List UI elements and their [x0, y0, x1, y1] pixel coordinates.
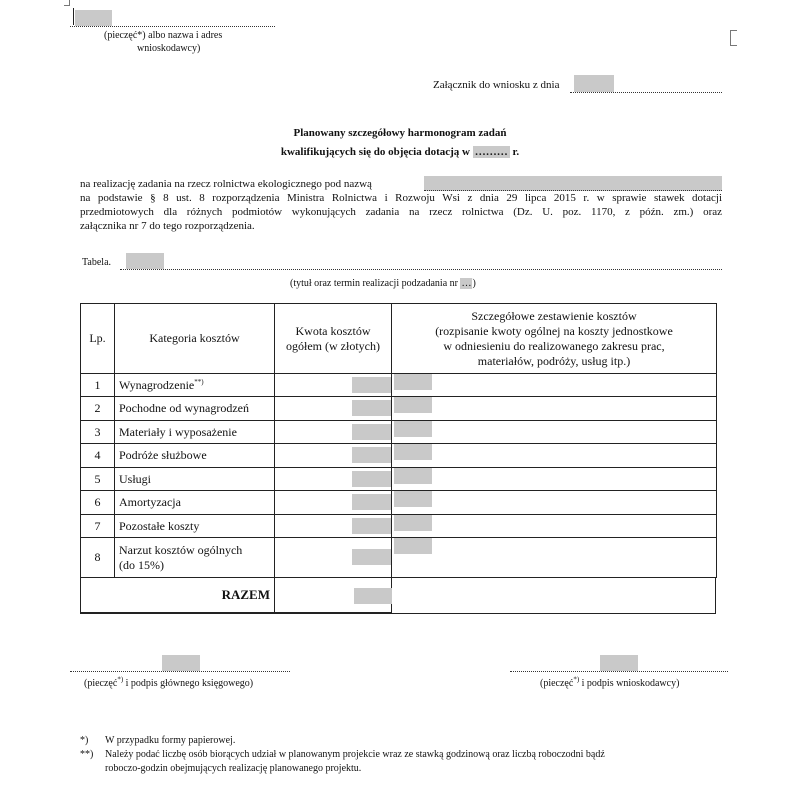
footnote-2-text-line2: roboczo-godzin obejmujących realizację planowanego projektu. [105, 763, 362, 774]
sig-right-sup: *) [573, 675, 580, 684]
detail-redacted[interactable] [394, 374, 432, 390]
footnote-1-text: W przypadku formy papierowej. [105, 735, 236, 746]
row-detail-cell[interactable] [392, 468, 717, 491]
row-category [115, 374, 275, 397]
row-amount-cell[interactable] [275, 515, 392, 538]
row-lp: 1 [81, 374, 115, 397]
detail-redacted[interactable] [394, 444, 432, 460]
task-name-redacted-field[interactable] [424, 176, 722, 191]
row-amount-cell[interactable] [275, 397, 392, 421]
table-bottom-border [80, 613, 716, 614]
footnote-2-mark: **) [80, 749, 94, 760]
table-subtitle-text: (tytuł oraz termin realizacji podzadania nr [290, 278, 458, 289]
header-detail-line1: Szczegółowe zestawienie kosztów [471, 308, 637, 323]
table-row [81, 444, 717, 468]
header-amount-line1: Kwota kosztów [295, 323, 371, 338]
accountant-signature-label [84, 675, 254, 689]
table-subtitle [290, 278, 476, 289]
subtask-dots: … [461, 278, 472, 289]
total-empty-cell [392, 578, 717, 613]
row-detail-cell[interactable] [392, 538, 717, 578]
header-lp: Lp. [81, 304, 115, 374]
intro-line4: załącznika nr 7 do tego rozporządzenia. [80, 220, 255, 232]
amount-redacted[interactable] [352, 377, 391, 393]
stamp-label-line2: wnioskodawcy) [137, 43, 201, 54]
amount-redacted[interactable] [352, 494, 391, 510]
table-row [81, 515, 717, 538]
sig-left-sup: *) [117, 675, 124, 684]
table-title-line [120, 269, 722, 270]
accountant-signature-line [70, 671, 290, 672]
header-category: Kategoria kosztów [115, 304, 275, 374]
year-redacted-field[interactable] [473, 146, 510, 158]
row-amount-cell[interactable] [275, 421, 392, 444]
row-amount-cell[interactable] [275, 374, 392, 397]
table-subtitle-close: ) [472, 278, 476, 289]
row-amount-cell[interactable] [275, 468, 392, 491]
applicant-signature-line [510, 671, 728, 672]
row-lp: 6 [81, 491, 115, 515]
sig-left-prefix: (pieczęć [84, 678, 118, 689]
applicant-signature-redacted[interactable] [600, 655, 638, 671]
row-category: Materiały i wyposażenie [115, 421, 275, 444]
amount-redacted[interactable] [352, 518, 391, 534]
table-row [81, 468, 717, 491]
sig-right-prefix: (pieczęć [540, 678, 574, 689]
detail-redacted[interactable] [394, 538, 432, 554]
detail-redacted[interactable] [394, 491, 432, 507]
task-name-line [424, 190, 722, 191]
table-title-redacted-field[interactable] [126, 253, 164, 269]
row-category-line1: Narzut kosztów ogólnych [119, 542, 243, 557]
row-detail-cell[interactable] [392, 515, 717, 538]
row-lp: 4 [81, 444, 115, 468]
stamp-redacted-field[interactable] [75, 10, 112, 26]
header-amount [275, 304, 392, 374]
row-category: Pochodne od wynagrodzeń [115, 397, 275, 421]
sig-left-suffix: i podpis głównego księgowego) [123, 678, 254, 689]
sig-right-suffix: i podpis wnioskodawcy) [579, 678, 680, 689]
attachment-date-line [570, 92, 722, 93]
detail-redacted[interactable] [394, 397, 432, 413]
table-header-row [81, 304, 717, 374]
page-corner-mark [64, 0, 70, 6]
row-amount-cell[interactable] [275, 491, 392, 515]
row-detail-cell[interactable] [392, 444, 717, 468]
intro-line3: przedmiotowych dla różnych podmiotów wykonujących zadania na rzecz rolnictwa (Dz. U. poz. 1170, z późn. zm.) oraz [80, 206, 722, 218]
footnote-ref: **) [194, 377, 204, 386]
header-detail-line2: (rozpisanie kwoty ogólnej na koszty jednostkowe [435, 323, 673, 338]
title-suffix: r. [512, 146, 520, 158]
text-cursor [73, 8, 74, 25]
table-row [81, 374, 717, 397]
cost-table [80, 303, 717, 613]
row-lp: 2 [81, 397, 115, 421]
header-detail [392, 304, 717, 374]
row-detail-cell[interactable] [392, 397, 717, 421]
row-category-text: Wynagrodzenie [119, 377, 195, 392]
table-row [81, 538, 717, 578]
row-category-line2: (do 15%) [119, 557, 164, 572]
row-lp: 5 [81, 468, 115, 491]
table-row [81, 491, 717, 515]
row-category: Usługi [115, 468, 275, 491]
header-amount-line2: ogółem (w złotych) [286, 338, 380, 353]
table-label: Tabela. [82, 257, 112, 268]
attachment-date-redacted[interactable] [574, 75, 614, 92]
table-row [81, 397, 717, 421]
amount-redacted[interactable] [352, 400, 391, 416]
row-lp: 7 [81, 515, 115, 538]
header-detail-line3: w odniesieniu do realizowanego zakresu prac, [443, 338, 665, 353]
total-redacted[interactable] [354, 588, 392, 604]
amount-redacted[interactable] [352, 447, 391, 463]
year-dots: ……… [474, 146, 508, 158]
detail-redacted[interactable] [394, 468, 432, 484]
row-amount-cell[interactable] [275, 444, 392, 468]
row-detail-cell[interactable] [392, 374, 717, 397]
row-detail-cell[interactable] [392, 491, 717, 515]
title-prefix: kwalifikujących się do objęcia dotacją w [280, 146, 470, 158]
footnote-1-mark: *) [80, 735, 89, 746]
table-row [81, 421, 717, 444]
subtask-number-redacted[interactable] [460, 278, 472, 289]
row-lp: 8 [81, 538, 115, 578]
applicant-signature-label [540, 675, 680, 689]
detail-redacted[interactable] [394, 515, 432, 531]
document-title-line1: Planowany szczegółowy harmonogram zadań [293, 127, 507, 139]
stamp-line [70, 26, 275, 27]
row-detail-cell[interactable] [392, 421, 717, 444]
row-category: Amortyzacja [115, 491, 275, 515]
row-amount-cell[interactable] [275, 538, 392, 578]
total-label: RAZEM [81, 578, 275, 613]
footnote-2-text: Należy podać liczbę osób biorących udział w planowanym projekcie wraz ze stawką godzinową oraz liczbą roboczodni bądź [105, 749, 605, 760]
attachment-label: Załącznik do wniosku z dnia [433, 79, 560, 91]
detail-redacted[interactable] [394, 421, 432, 437]
row-category [115, 538, 275, 578]
row-category: Podróże służbowe [115, 444, 275, 468]
total-amount-cell[interactable] [275, 578, 392, 613]
accountant-signature-redacted[interactable] [162, 655, 200, 671]
page-margin-bracket [730, 30, 737, 46]
amount-redacted[interactable] [352, 549, 391, 565]
table-total-row [81, 578, 717, 613]
table-right-border [715, 578, 716, 613]
amount-redacted[interactable] [352, 424, 391, 440]
intro-line2: na podstawie § 8 ust. 8 rozporządzenia Ministra Rolnictwa i Rozwoju Wsi z dnia 29 lipca 2015 r. w sprawie stawek dotacji [80, 192, 722, 204]
stamp-label: (pieczęć*) albo nazwa i adres [104, 30, 223, 41]
amount-redacted[interactable] [352, 471, 391, 487]
row-category: Pozostałe koszty [115, 515, 275, 538]
intro-line1: na realizację zadania na rzecz rolnictwa ekologicznego pod nazwą [80, 178, 372, 190]
header-detail-line4: materiałów, podróży, usług itp.) [477, 353, 631, 368]
row-lp: 3 [81, 421, 115, 444]
document-title-line2 [0, 146, 800, 158]
